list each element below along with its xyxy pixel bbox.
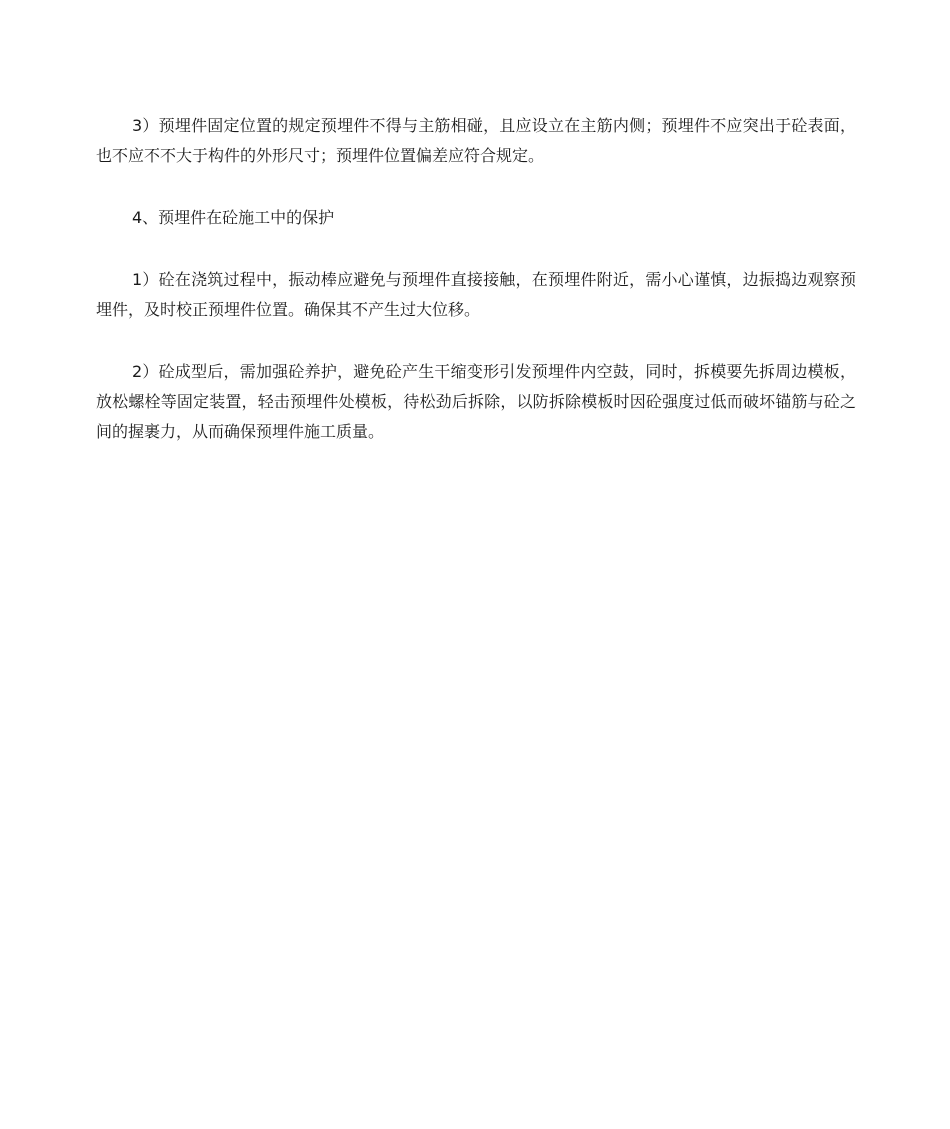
- paragraph-embedded-part-position-rule: 3）预埋件固定位置的规定预埋件不得与主筋相碰，且应设立在主筋内侧；预埋件不应突出于砼表面，也不应不不大于构件的外形尺寸；预埋件位置偏差应符合规定。: [96, 116, 856, 165]
- document-body: [96, 111, 856, 447]
- paragraph-curing-and-formwork-removal: 2）砼成型后，需加强砼养护，避免砼产生干缩变形引发预埋件内空鼓，同时，拆模要先拆周边模板，放松螺栓等固定装置，轻击预埋件处模板，待松劲后拆除，以防拆除模板时因砼强度过低而破坏锚筋与砼之间的握裹力，从而确保预埋件施工质量。: [96, 362, 856, 441]
- section-heading-protection: 4、预埋件在砼施工中的保护: [132, 208, 335, 227]
- paragraph-pouring-protection: 1）砼在浇筑过程中，振动棒应避免与预埋件直接接触，在预埋件附近，需小心谨慎，边振捣边观察预埋件，及时校正预埋件位置。确保其不产生过大位移。: [96, 270, 856, 319]
